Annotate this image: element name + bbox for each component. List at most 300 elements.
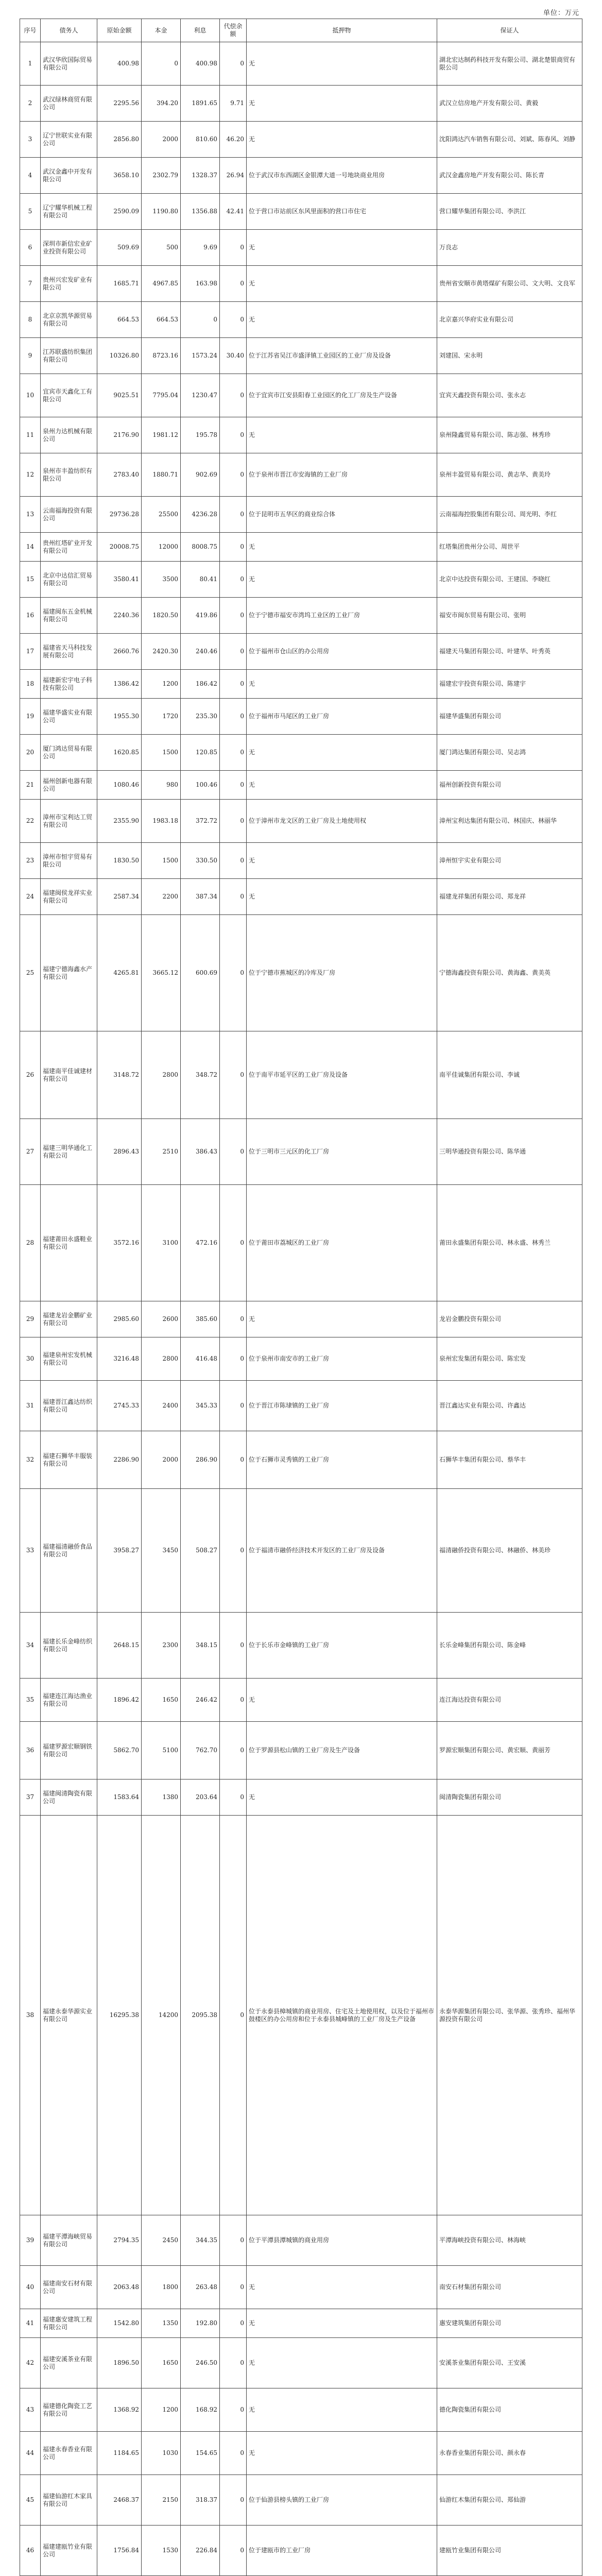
compensation-balance: 0 xyxy=(220,453,247,497)
collateral-desc: 无 xyxy=(247,42,437,86)
interest-amount: 246.50 xyxy=(181,2338,220,2388)
original-amount: 1756.84 xyxy=(97,2526,142,2576)
principal-amount: 664.53 xyxy=(142,302,181,338)
collateral-desc: 无 xyxy=(247,86,437,122)
debtor-name: 辽宁世联实业有限公司 xyxy=(41,122,97,158)
table-row xyxy=(20,735,582,771)
table-row xyxy=(20,699,582,735)
compensation-balance: 0 xyxy=(220,266,247,302)
original-amount: 10326.80 xyxy=(97,338,142,374)
table-row xyxy=(20,1301,582,1337)
principal-amount: 2800 xyxy=(142,1031,181,1119)
collateral-desc: 位于福州市仓山区的办公用房 xyxy=(247,634,437,670)
collateral-desc: 位于建瓯市的工业厂房 xyxy=(247,2526,437,2576)
compensation-balance: 0 xyxy=(220,1119,247,1185)
interest-amount: 386.43 xyxy=(181,1119,220,1185)
principal-amount: 1820.50 xyxy=(142,598,181,634)
collateral-desc: 位于石狮市灵秀镇的工业厂房 xyxy=(247,1431,437,1489)
debtor-name: 福建永春香业有限公司 xyxy=(41,2432,97,2475)
table-row xyxy=(20,374,582,417)
compensation-balance: 0 xyxy=(220,230,247,266)
row-number: 3 xyxy=(20,122,41,158)
guarantor-names: 石狮华丰集团有限公司、蔡华丰 xyxy=(437,1431,582,1489)
debtor-name: 厦门鸿达贸易有限公司 xyxy=(41,735,97,771)
principal-amount: 1200 xyxy=(142,670,181,699)
compensation-balance: 0 xyxy=(220,2338,247,2388)
interest-amount: 2095.38 xyxy=(181,1816,220,2215)
table-row xyxy=(20,1337,582,1381)
original-amount: 29736.28 xyxy=(97,497,142,533)
guarantor-names: 泉州隆鑫贸易有限公司、陈志强、林秀珍 xyxy=(437,417,582,453)
debtor-name: 福建闽清陶瓷有限公司 xyxy=(41,1780,97,1816)
interest-amount: 100.46 xyxy=(181,771,220,800)
debtor-name: 福建晋江鑫达纺织有限公司 xyxy=(41,1381,97,1431)
row-number: 26 xyxy=(20,1031,41,1119)
debtor-name: 福建华盛实业有限公司 xyxy=(41,699,97,735)
compensation-balance: 0 xyxy=(220,634,247,670)
interest-amount: 9.69 xyxy=(181,230,220,266)
header-cell: 利息 xyxy=(181,19,220,42)
compensation-balance: 0 xyxy=(220,1185,247,1301)
header-cell: 序号 xyxy=(20,19,41,42)
table-row xyxy=(20,1031,582,1119)
debtor-name: 宜宾市天鑫化工有限公司 xyxy=(41,374,97,417)
row-number: 45 xyxy=(20,2475,41,2526)
row-number: 37 xyxy=(20,1780,41,1816)
collateral-desc: 位于罗源县松山镇的工业厂房及生产设备 xyxy=(247,1722,437,1780)
debtor-name: 福建石狮华丰服装有限公司 xyxy=(41,1431,97,1489)
row-number: 44 xyxy=(20,2432,41,2475)
debtor-name: 福建连江海达渔业有限公司 xyxy=(41,1679,97,1722)
table-row xyxy=(20,1679,582,1722)
debtor-name: 深圳市新信宏业矿业投资有限公司 xyxy=(41,230,97,266)
collateral-desc: 位于平潭县潭城镇的商业用房 xyxy=(247,2215,437,2266)
collateral-desc: 位于晋江市陈埭镇的工业厂房 xyxy=(247,1381,437,1431)
original-amount: 1955.30 xyxy=(97,699,142,735)
guarantor-names: 德化陶瓷集团有限公司 xyxy=(437,2388,582,2432)
original-amount: 3572.16 xyxy=(97,1185,142,1301)
guarantor-names: 北京中达投资有限公司、王建国、李晓红 xyxy=(437,562,582,598)
compensation-balance: 0 xyxy=(220,1679,247,1722)
row-number: 42 xyxy=(20,2338,41,2388)
original-amount: 1368.92 xyxy=(97,2388,142,2432)
debtor-name: 福建惠安建筑工程有限公司 xyxy=(41,2309,97,2338)
collateral-desc: 位于昆明市五华区的商业综合体 xyxy=(247,497,437,533)
guarantor-names: 福建龙祥集团有限公司、郑龙祥 xyxy=(437,879,582,915)
principal-amount: 7795.04 xyxy=(142,374,181,417)
compensation-balance: 0 xyxy=(220,1816,247,2215)
interest-amount: 163.98 xyxy=(181,266,220,302)
principal-amount: 3100 xyxy=(142,1185,181,1301)
row-number: 23 xyxy=(20,843,41,879)
header-cell: 本金 xyxy=(142,19,181,42)
guarantor-names: 连江海达投资有限公司 xyxy=(437,1679,582,1722)
principal-amount: 2450 xyxy=(142,2215,181,2266)
original-amount: 3580.41 xyxy=(97,562,142,598)
interest-amount: 195.78 xyxy=(181,417,220,453)
table-row xyxy=(20,230,582,266)
compensation-balance: 0 xyxy=(220,1381,247,1431)
original-amount: 1080.46 xyxy=(97,771,142,800)
debtor-name: 福建罗源宏顺钢铁有限公司 xyxy=(41,1722,97,1780)
compensation-balance: 0 xyxy=(220,497,247,533)
debtor-name: 福建安溪茶业有限公司 xyxy=(41,2338,97,2388)
compensation-balance: 0 xyxy=(220,735,247,771)
guarantor-names: 漳州宝利达集团有限公司、林国庆、林丽华 xyxy=(437,800,582,843)
interest-amount: 385.60 xyxy=(181,1301,220,1337)
table-row xyxy=(20,2338,582,2388)
principal-amount: 2400 xyxy=(142,1381,181,1431)
row-number: 34 xyxy=(20,1613,41,1679)
principal-amount: 1500 xyxy=(142,843,181,879)
table-row xyxy=(20,122,582,158)
collateral-desc: 无 xyxy=(247,533,437,562)
collateral-desc: 无 xyxy=(247,843,437,879)
table-row xyxy=(20,533,582,562)
table-row xyxy=(20,194,582,230)
table-row xyxy=(20,453,582,497)
original-amount: 1583.64 xyxy=(97,1780,142,1816)
guarantor-names: 沈阳鸿达汽车销售有限公司、刘斌、陈春风、刘静 xyxy=(437,122,582,158)
collateral-desc: 位于泉州市晋江市安海镇的工业厂房 xyxy=(247,453,437,497)
debt-table xyxy=(20,19,582,2576)
interest-amount: 330.50 xyxy=(181,843,220,879)
table-row xyxy=(20,915,582,1031)
collateral-desc: 无 xyxy=(247,230,437,266)
interest-amount: 80.41 xyxy=(181,562,220,598)
original-amount: 9025.51 xyxy=(97,374,142,417)
table-row xyxy=(20,42,582,86)
row-number: 20 xyxy=(20,735,41,771)
collateral-desc: 位于江苏省吴江市盛泽镇工业园区的工业厂房及设备 xyxy=(247,338,437,374)
principal-amount: 1200 xyxy=(142,2388,181,2432)
row-number: 33 xyxy=(20,1489,41,1613)
debtor-name: 福建闽侯龙祥实业有限公司 xyxy=(41,879,97,915)
table-row xyxy=(20,562,582,598)
principal-amount: 2150 xyxy=(142,2475,181,2526)
original-amount: 2783.40 xyxy=(97,453,142,497)
guarantor-names: 闽清陶瓷集团有限公司 xyxy=(437,1780,582,1816)
interest-amount: 318.37 xyxy=(181,2475,220,2526)
original-amount: 2355.90 xyxy=(97,800,142,843)
principal-amount: 5100 xyxy=(142,1722,181,1780)
principal-amount: 1030 xyxy=(142,2432,181,2475)
compensation-balance: 0 xyxy=(220,2388,247,2432)
compensation-balance: 0 xyxy=(220,1489,247,1613)
original-amount: 3216.48 xyxy=(97,1337,142,1381)
compensation-balance: 0 xyxy=(220,771,247,800)
row-number: 9 xyxy=(20,338,41,374)
interest-amount: 8008.75 xyxy=(181,533,220,562)
compensation-balance: 30.40 xyxy=(220,338,247,374)
collateral-desc: 位于宁德市蕉城区的冷库及厂房 xyxy=(247,915,437,1031)
interest-amount: 1230.47 xyxy=(181,374,220,417)
collateral-desc: 位于漳州市龙文区的工业厂房及土地使用权 xyxy=(247,800,437,843)
original-amount: 2660.76 xyxy=(97,634,142,670)
debtor-name: 泉州市丰盈纺织有限公司 xyxy=(41,453,97,497)
table-row xyxy=(20,2475,582,2526)
table-row xyxy=(20,2266,582,2309)
interest-amount: 1328.37 xyxy=(181,158,220,194)
row-number: 15 xyxy=(20,562,41,598)
guarantor-names: 南平佳诚集团有限公司、李诚 xyxy=(437,1031,582,1119)
unit-label: 单位：万元 xyxy=(543,9,579,17)
interest-amount: 762.70 xyxy=(181,1722,220,1780)
collateral-desc: 无 xyxy=(247,562,437,598)
row-number: 17 xyxy=(20,634,41,670)
debtor-name: 北京京凯华源贸易有限公司 xyxy=(41,302,97,338)
row-number: 6 xyxy=(20,230,41,266)
debtor-name: 泉州力达机械有限公司 xyxy=(41,417,97,453)
debtor-name: 武汉华欣国际贸易有限公司 xyxy=(41,42,97,86)
table-row xyxy=(20,1613,582,1679)
collateral-desc: 无 xyxy=(247,1780,437,1816)
collateral-desc: 无 xyxy=(247,2309,437,2338)
table-row xyxy=(20,2309,582,2338)
interest-amount: 1891.65 xyxy=(181,86,220,122)
guarantor-names: 武汉立信房地产开发有限公司、黄毅 xyxy=(437,86,582,122)
table-row xyxy=(20,843,582,879)
table-row xyxy=(20,2215,582,2266)
interest-amount: 472.16 xyxy=(181,1185,220,1301)
principal-amount: 1981.12 xyxy=(142,417,181,453)
collateral-desc: 无 xyxy=(247,1301,437,1337)
interest-amount: 400.98 xyxy=(181,42,220,86)
original-amount: 2794.35 xyxy=(97,2215,142,2266)
debtor-name: 武汉绿林商贸有限公司 xyxy=(41,86,97,122)
header-cell: 保证人 xyxy=(437,19,582,42)
interest-amount: 4236.28 xyxy=(181,497,220,533)
debtor-name: 福建泉州宏发机械有限公司 xyxy=(41,1337,97,1381)
compensation-balance: 0 xyxy=(220,417,247,453)
interest-amount: 186.42 xyxy=(181,670,220,699)
principal-amount: 1350 xyxy=(142,2309,181,2338)
original-amount: 2587.34 xyxy=(97,879,142,915)
guarantor-names: 福清融侨投资有限公司、林融侨、林美珍 xyxy=(437,1489,582,1613)
principal-amount: 2800 xyxy=(142,1337,181,1381)
row-number: 25 xyxy=(20,915,41,1031)
guarantor-names: 晋江鑫达实业有限公司、许鑫达 xyxy=(437,1381,582,1431)
guarantor-names: 营口耀华集团有限公司、李洪江 xyxy=(437,194,582,230)
original-amount: 509.69 xyxy=(97,230,142,266)
principal-amount: 2300 xyxy=(142,1613,181,1679)
collateral-desc: 无 xyxy=(247,2388,437,2432)
principal-amount: 3500 xyxy=(142,562,181,598)
table-row xyxy=(20,670,582,699)
compensation-balance: 0 xyxy=(220,699,247,735)
table-header-row xyxy=(20,19,582,42)
guarantor-names: 厦门鸿达集团有限公司、吴志鸿 xyxy=(437,735,582,771)
collateral-desc: 位于仙游县榜头镇的工业厂房 xyxy=(247,2475,437,2526)
guarantor-names: 云南福海控股集团有限公司、周光明、李红 xyxy=(437,497,582,533)
row-number: 13 xyxy=(20,497,41,533)
guarantor-names: 北京嘉兴华府实业有限公司 xyxy=(437,302,582,338)
compensation-balance: 0 xyxy=(220,2215,247,2266)
original-amount: 2176.90 xyxy=(97,417,142,453)
guarantor-names: 湖北宏达制药科技开发有限公司、湖北楚银商贸有限公司 xyxy=(437,42,582,86)
principal-amount: 2420.30 xyxy=(142,634,181,670)
compensation-balance: 0 xyxy=(220,302,247,338)
interest-amount: 344.35 xyxy=(181,2215,220,2266)
debtor-name: 福建龙岩金鹏矿业有限公司 xyxy=(41,1301,97,1337)
interest-amount: 416.48 xyxy=(181,1337,220,1381)
interest-amount: 240.46 xyxy=(181,634,220,670)
row-number: 8 xyxy=(20,302,41,338)
guarantor-names: 武汉金鑫房地产开发有限公司、陈长青 xyxy=(437,158,582,194)
interest-amount: 348.15 xyxy=(181,1613,220,1679)
table-row xyxy=(20,879,582,915)
collateral-desc: 位于莆田市荔城区的工业厂房 xyxy=(247,1185,437,1301)
debtor-name: 福建南平佳诚建材有限公司 xyxy=(41,1031,97,1119)
guarantor-names: 漳州恒宇实业有限公司 xyxy=(437,843,582,879)
principal-amount: 1983.18 xyxy=(142,800,181,843)
interest-amount: 203.64 xyxy=(181,1780,220,1816)
collateral-desc: 位于长乐市金峰镇的工业厂房 xyxy=(247,1613,437,1679)
debtor-name: 福建长乐金峰纺织有限公司 xyxy=(41,1613,97,1679)
table-row xyxy=(20,2388,582,2432)
debtor-name: 福建宁德海鑫水产有限公司 xyxy=(41,915,97,1031)
row-number: 10 xyxy=(20,374,41,417)
principal-amount: 1650 xyxy=(142,2338,181,2388)
row-number: 14 xyxy=(20,533,41,562)
collateral-desc: 位于泉州市南安市的工业厂房 xyxy=(247,1337,437,1381)
principal-amount: 25500 xyxy=(142,497,181,533)
guarantor-names: 长乐金峰集团有限公司、陈金峰 xyxy=(437,1613,582,1679)
original-amount: 2286.90 xyxy=(97,1431,142,1489)
debtor-name: 福建新宏宇电子科技有限公司 xyxy=(41,670,97,699)
collateral-desc: 无 xyxy=(247,2266,437,2309)
guarantor-names: 建瓯竹业集团有限公司 xyxy=(437,2526,582,2576)
interest-amount: 235.30 xyxy=(181,699,220,735)
row-number: 31 xyxy=(20,1381,41,1431)
principal-amount: 4967.85 xyxy=(142,266,181,302)
collateral-desc: 无 xyxy=(247,122,437,158)
compensation-balance: 46.20 xyxy=(220,122,247,158)
collateral-desc: 无 xyxy=(247,670,437,699)
original-amount: 1830.50 xyxy=(97,843,142,879)
principal-amount: 0 xyxy=(142,42,181,86)
principal-amount: 1720 xyxy=(142,699,181,735)
debtor-name: 漳州市恒宇贸易有限公司 xyxy=(41,843,97,879)
collateral-desc: 无 xyxy=(247,2432,437,2475)
principal-amount: 980 xyxy=(142,771,181,800)
interest-amount: 168.92 xyxy=(181,2388,220,2432)
table-row xyxy=(20,266,582,302)
interest-amount: 508.27 xyxy=(181,1489,220,1613)
guarantor-names: 永泰华源集团有限公司、张华源、张秀珍、福州华源投资有限公司 xyxy=(437,1816,582,2215)
interest-amount: 902.69 xyxy=(181,453,220,497)
principal-amount: 1880.71 xyxy=(142,453,181,497)
interest-amount: 600.69 xyxy=(181,915,220,1031)
debtor-name: 福建三明华通化工有限公司 xyxy=(41,1119,97,1185)
debtor-name: 云南福海投资有限公司 xyxy=(41,497,97,533)
collateral-desc: 位于三明市三元区的化工厂房 xyxy=(247,1119,437,1185)
original-amount: 1620.85 xyxy=(97,735,142,771)
debtor-name: 贵州红塔矿业开发有限公司 xyxy=(41,533,97,562)
interest-amount: 286.90 xyxy=(181,1431,220,1489)
table-row xyxy=(20,338,582,374)
table-row xyxy=(20,1816,582,2215)
principal-amount: 1380 xyxy=(142,1780,181,1816)
original-amount: 20008.75 xyxy=(97,533,142,562)
interest-amount: 419.86 xyxy=(181,598,220,634)
interest-amount: 810.60 xyxy=(181,122,220,158)
compensation-balance: 0 xyxy=(220,562,247,598)
original-amount: 2468.37 xyxy=(97,2475,142,2526)
row-number: 4 xyxy=(20,158,41,194)
guarantor-names: 福建天马集团有限公司、叶建华、叶秀英 xyxy=(437,634,582,670)
compensation-balance: 42.41 xyxy=(220,194,247,230)
table-row xyxy=(20,800,582,843)
row-number: 21 xyxy=(20,771,41,800)
interest-amount: 263.48 xyxy=(181,2266,220,2309)
table-row xyxy=(20,1722,582,1780)
principal-amount: 8723.16 xyxy=(142,338,181,374)
debtor-name: 武汉金鑫中开发有限公司 xyxy=(41,158,97,194)
compensation-balance: 0 xyxy=(220,1301,247,1337)
collateral-desc: 位于南平市延平区的工业厂房及设备 xyxy=(247,1031,437,1119)
table-row xyxy=(20,1431,582,1489)
compensation-balance: 0 xyxy=(220,800,247,843)
collateral-desc: 无 xyxy=(247,302,437,338)
row-number: 22 xyxy=(20,800,41,843)
guarantor-names: 福建华盛集团有限公司 xyxy=(437,699,582,735)
original-amount: 2985.60 xyxy=(97,1301,142,1337)
table-row xyxy=(20,497,582,533)
table-row xyxy=(20,1119,582,1185)
compensation-balance: 0 xyxy=(220,1780,247,1816)
row-number: 2 xyxy=(20,86,41,122)
original-amount: 400.98 xyxy=(97,42,142,86)
debtor-name: 福建省天马科技发展有限公司 xyxy=(41,634,97,670)
row-number: 40 xyxy=(20,2266,41,2309)
interest-amount: 246.42 xyxy=(181,1679,220,1722)
table-row xyxy=(20,771,582,800)
debtor-name: 福建莆田永盛鞋业有限公司 xyxy=(41,1185,97,1301)
compensation-balance: 0 xyxy=(220,2432,247,2475)
debtor-name: 辽宁耀华机械工程有限公司 xyxy=(41,194,97,230)
table-body xyxy=(20,42,582,2576)
table-row xyxy=(20,1185,582,1301)
original-amount: 2896.43 xyxy=(97,1119,142,1185)
compensation-balance: 0 xyxy=(220,42,247,86)
row-number: 27 xyxy=(20,1119,41,1185)
original-amount: 1542.80 xyxy=(97,2309,142,2338)
debtor-name: 江苏联盛纺织集团有限公司 xyxy=(41,338,97,374)
compensation-balance: 0 xyxy=(220,1431,247,1489)
interest-amount: 1573.24 xyxy=(181,338,220,374)
compensation-balance: 0 xyxy=(220,843,247,879)
guarantor-names: 平潭海峡投资有限公司、林海峡 xyxy=(437,2215,582,2266)
debtor-name: 贵州兴宏发矿业有限公司 xyxy=(41,266,97,302)
compensation-balance: 0 xyxy=(220,670,247,699)
compensation-balance: 9.71 xyxy=(220,86,247,122)
row-number: 38 xyxy=(20,1816,41,2215)
row-number: 12 xyxy=(20,453,41,497)
collateral-desc: 位于福州市马尾区的工业厂房 xyxy=(247,699,437,735)
interest-amount: 345.33 xyxy=(181,1381,220,1431)
compensation-balance: 0 xyxy=(220,915,247,1031)
principal-amount: 2200 xyxy=(142,879,181,915)
row-number: 43 xyxy=(20,2388,41,2432)
row-number: 29 xyxy=(20,1301,41,1337)
interest-amount: 372.72 xyxy=(181,800,220,843)
debtor-name: 福建永泰华源实业有限公司 xyxy=(41,1816,97,2215)
original-amount: 1386.42 xyxy=(97,670,142,699)
debtor-name: 福建闽东五金机械有限公司 xyxy=(41,598,97,634)
debtor-name: 福建福清融侨食品有限公司 xyxy=(41,1489,97,1613)
interest-amount: 154.65 xyxy=(181,2432,220,2475)
